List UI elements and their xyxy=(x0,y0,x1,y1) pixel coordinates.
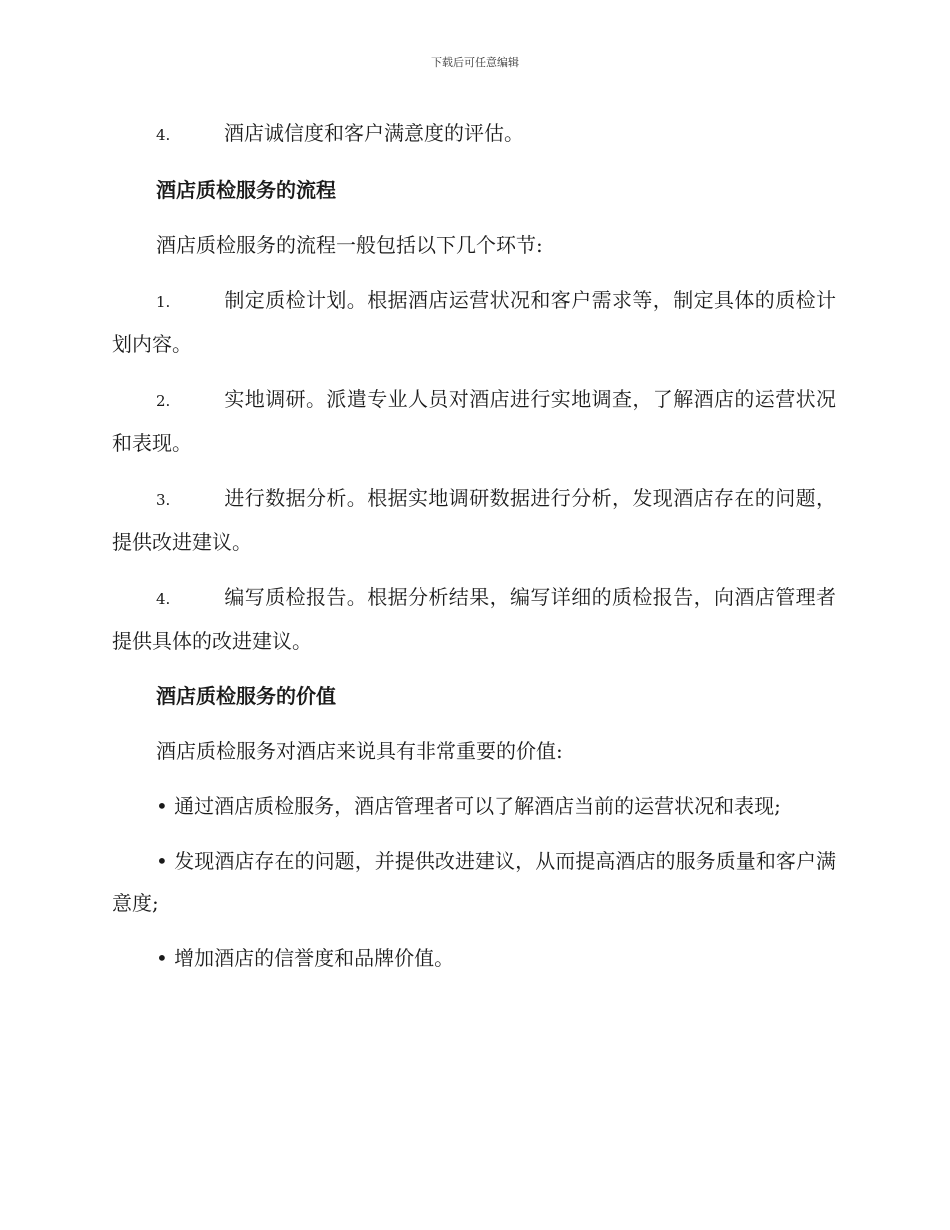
section-heading-process: 酒店质检服务的流程 xyxy=(156,178,336,202)
list-item xyxy=(112,378,836,464)
list-text: 制定质检计划。根据酒店运营状况和客户需求等，制定具体的质检计划内容。 xyxy=(112,288,836,356)
section-intro-process: 酒店质检服务的流程一般包括以下几个环节: xyxy=(156,233,543,257)
section-heading-value: 酒店质检服务的价值 xyxy=(156,684,336,708)
list-item xyxy=(112,279,836,365)
bullet-item: • 增加酒店的信誉度和品牌价值。 xyxy=(156,946,455,970)
list-text: 酒店诚信度和客户满意度的评估。 xyxy=(224,121,524,145)
list-number: 1. xyxy=(156,293,171,311)
page-header: 下载后可任意编辑 xyxy=(431,56,519,69)
bullet-item: • 发现酒店存在的问题，并提供改进建议，从而提高酒店的服务质量和客户满意度; xyxy=(112,849,836,915)
list-item xyxy=(112,112,836,156)
list-number: 3. xyxy=(156,491,171,509)
document-body xyxy=(112,112,836,992)
list-number: 2. xyxy=(156,392,171,410)
section-intro-value: 酒店质检服务对酒店来说具有非常重要的价值: xyxy=(156,739,563,763)
list-text: 进行数据分析。根据实地调研数据进行分析，发现酒店存在的问题，提供改进建议。 xyxy=(112,486,836,554)
list-item xyxy=(112,477,836,563)
list-number: 4. xyxy=(156,126,171,144)
list-item xyxy=(112,576,836,662)
list-text: 编写质检报告。根据分析结果，编写详细的质检报告，向酒店管理者提供具体的改进建议。 xyxy=(112,585,836,653)
bullet-item: • 通过酒店质检服务，酒店管理者可以了解酒店当前的运营状况和表现; xyxy=(156,794,781,818)
list-text: 实地调研。派遣专业人员对酒店进行实地调查，了解酒店的运营状况和表现。 xyxy=(112,387,836,455)
list-number: 4. xyxy=(156,590,171,608)
